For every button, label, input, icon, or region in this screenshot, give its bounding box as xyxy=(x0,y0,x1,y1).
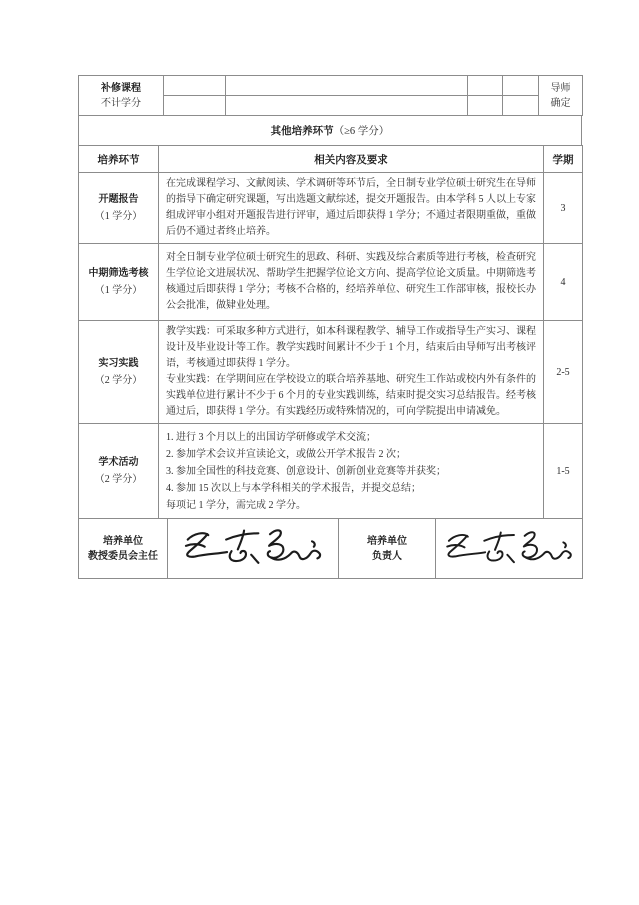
unit-head-label-line2: 负责人 xyxy=(372,550,402,562)
committee-chair-label-line2: 教授委员会主任 xyxy=(88,550,158,562)
section-title-note: （≥6 学分） xyxy=(333,126,390,137)
component-name-cell xyxy=(79,244,159,321)
committee-chair-label xyxy=(79,519,168,579)
academic-credit-note: 每项记 1 学分，需完成 2 学分。 xyxy=(166,499,306,511)
component-name-cell xyxy=(79,321,159,424)
table-row-midterm xyxy=(79,244,583,321)
professional-practice-paragraph: 专业实践：在学期间应在学校设立的联合培养基地、研究生工作站或校内外有条件的实践单位进行累计不少于 6 个月的专业实践训练，结束时提交实习总结报告。经考核通过后，即获得 1 学分。有实践经历或特殊情况的，可向学院提出申请减免。 xyxy=(166,374,536,417)
column-header-component: 培养环节 xyxy=(79,146,159,173)
column-header-semester: 学期 xyxy=(544,146,583,173)
component-requirements xyxy=(159,321,544,424)
component-name: 开题报告 xyxy=(98,194,139,205)
committee-chair-label-line1: 培养单位 xyxy=(103,535,143,547)
academic-item: 2. 参加学术会议并宣读论文，或做公开学术报告 2 次； xyxy=(166,448,406,460)
section-title-text: 其他培养环节 xyxy=(270,126,334,137)
component-semester: 4 xyxy=(544,244,583,321)
component-credit: （1 学分） xyxy=(94,285,143,296)
component-semester: 3 xyxy=(544,173,583,244)
table-row-academic xyxy=(79,424,583,519)
component-requirements: 在完成课程学习、文献阅读、学术调研等环节后，全日制专业学位硕士研究生在导师的指导下确定研究课题，写出选题文献综述，提交开题报告。由本学科 5 人以上专家组成评审小组对开题报告进行评审，通过后即获得 1 学分；不通过者限期重做，重做后仍不通过者终止培养。 xyxy=(159,173,544,244)
advisor-confirm-label xyxy=(539,76,583,116)
empty-cell xyxy=(468,96,503,116)
signature-section xyxy=(78,518,583,579)
table-row-practice xyxy=(79,321,583,424)
component-credit: （1 学分） xyxy=(94,211,143,222)
unit-head-signature xyxy=(439,526,579,572)
component-credit: （2 学分） xyxy=(94,375,143,386)
component-semester: 2-5 xyxy=(544,321,583,424)
advisor-label: 导师 xyxy=(550,82,571,94)
empty-cell xyxy=(468,76,503,96)
training-plan-table xyxy=(78,75,582,579)
academic-item: 4. 参加 15 次以上与本学科相关的学术报告，并提交总结； xyxy=(166,482,421,494)
table-header-row xyxy=(79,146,583,173)
component-credit: （2 学分） xyxy=(94,474,143,485)
empty-cell xyxy=(503,76,539,96)
unit-head-signature-cell xyxy=(436,519,583,579)
section-title xyxy=(79,116,582,146)
component-name: 学术活动 xyxy=(98,457,139,468)
no-credit-note: 不计学分 xyxy=(101,97,141,109)
empty-cell xyxy=(164,96,226,116)
component-name: 实习实践 xyxy=(98,358,139,369)
other-components-banner xyxy=(78,115,582,146)
academic-item: 1. 进行 3 个月以上的出国访学研修或学术交流； xyxy=(166,431,376,443)
component-name-cell xyxy=(79,173,159,244)
committee-chair-signature xyxy=(177,525,329,572)
components-table xyxy=(78,145,583,519)
unit-head-label-line1: 培养单位 xyxy=(367,535,407,547)
teaching-practice-paragraph: 教学实践：可采取多种方式进行，如本科课程教学、辅导工作或指导生产实习、课程设计及毕业设计等工作。教学实践时间累计不少于 1 个月，结束后由导师写出考核评语，考核通过即获得 1 学分。 xyxy=(166,326,536,369)
column-header-requirements: 相关内容及要求 xyxy=(159,146,544,173)
confirm-label: 确定 xyxy=(550,97,571,109)
empty-cell xyxy=(226,96,468,116)
component-name-cell xyxy=(79,424,159,519)
supplementary-courses-title: 补修课程 xyxy=(101,82,141,94)
supplementary-courses-section xyxy=(78,75,583,116)
component-name: 中期筛选考核 xyxy=(88,268,149,279)
committee-chair-signature-cell xyxy=(168,519,339,579)
component-requirements: 对全日制专业学位硕士研究生的思政、科研、实践及综合素质等进行考核，检查研究生学位论文进展状况、帮助学生把握学位论文方向、提高学位论文质量。中期筛选考核通过后即获得 1 学分；考核不合格的，经培养单位、研究生工作部审核，报校长办公会批准，做肄业处理。 xyxy=(159,244,544,321)
empty-cell xyxy=(503,96,539,116)
academic-item: 3. 参加全国性的科技竞赛、创意设计、创新创业竞赛等并获奖； xyxy=(166,465,446,477)
empty-cell xyxy=(226,76,468,96)
component-requirements xyxy=(159,424,544,519)
table-row-proposal xyxy=(79,173,583,244)
empty-cell xyxy=(164,76,226,96)
unit-head-label xyxy=(339,519,436,579)
supplementary-courses-label xyxy=(79,76,164,116)
component-semester: 1-5 xyxy=(544,424,583,519)
